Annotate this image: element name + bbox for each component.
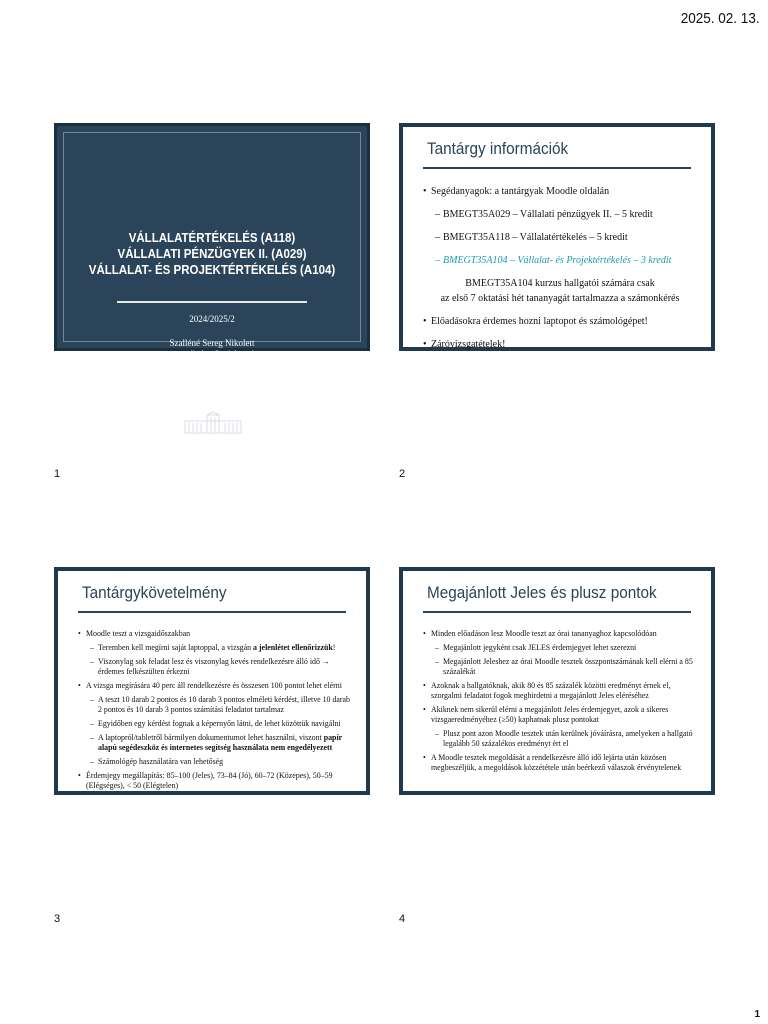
- slide-4-content: [423, 629, 697, 777]
- list-item: – Számológép használatára van lehetőség: [78, 757, 352, 767]
- item-text: A laptopról/tabletről bármilyen dokumentumot lehet használni, viszont: [98, 733, 324, 742]
- slide-1: [54, 123, 370, 359]
- slide-3-title: Tantárgykövetelmény: [82, 583, 227, 602]
- academic-year: 2024/2025/2: [189, 314, 235, 324]
- slide-1-number: 1: [54, 468, 61, 480]
- title-divider: [117, 301, 307, 303]
- slide-2-title-rule: [423, 167, 691, 169]
- author-name: Szalléné Sereg Nikolett: [169, 338, 255, 348]
- slide-4-title: Megajánlott Jeles és plusz pontok: [427, 583, 657, 602]
- slide-3-number: 3: [54, 913, 61, 925]
- list-item: • Azoknak a hallgatóknak, akik 80 és 85 százalék közötti eredményt érnek el, szorgalmi feladatot fogok meghirdetni a megajánlott Jeles eléréséhez: [423, 681, 697, 701]
- list-item: – Megajánlott Jeleshez az órai Moodle tesztek összpontszámának kell elérni a 85 százalékát: [423, 657, 697, 677]
- list-item: • Minden előadáson lesz Moodle teszt az órai tananyaghoz kapcsolódóan: [423, 629, 697, 639]
- list-item: – BMEGT35A118 – Vállalatértékelés – 5 kredit: [423, 231, 697, 244]
- note-line: BMEGT35A104 kurzus hallgatói számára csak: [465, 278, 655, 289]
- list-item: • Moodle teszt a vizsgaidőszakban: [78, 629, 352, 639]
- course-title-2: VÁLLALATI PÉNZÜGYEK II. (A029): [117, 247, 307, 261]
- slide-3: [54, 567, 370, 795]
- list-item: • Akiknek nem sikerül elérni a megajánlott Jeles érdemjegyet, azok a sikeres vizsgaeredményéhez (≥50) kaphatnak plusz pontokat: [423, 705, 697, 725]
- print-date: 2025. 02. 13.: [681, 10, 760, 27]
- item-text: Teremben kell megírni saját laptoppal, a vizsgán: [98, 643, 254, 652]
- item-text-bold: a jelenlétet ellenőrizzük: [253, 643, 333, 652]
- slide-2-title: Tantárgy információk: [427, 139, 569, 158]
- list-item: • Érdemjegy megállapítás: 85–100 (Jeles), 73–84 (Jó), 60–72 (Közepes), 50–59 (Elégséges), < 50 (Elégtelen): [78, 771, 352, 791]
- slide-2-content: [423, 185, 697, 361]
- slide-3-title-rule: [78, 611, 346, 613]
- page-number: 1: [754, 1009, 760, 1020]
- list-item: – Egyidőben egy kérdést fognak a képernyőn látni, de lehet közöttük navigálni: [78, 719, 352, 729]
- slide-3-content: [78, 629, 352, 795]
- list-item: – A teszt 10 darab 2 pontos és 10 darab 3 pontos elméleti kérdést, illetve 10 darab 2 pontos és 10 darab 3 pontos számítási feladatot tartalmaz: [78, 695, 352, 715]
- list-item: • Záróvizsgatételek!: [423, 338, 697, 351]
- item-text: !: [332, 643, 336, 652]
- slide-1-titles: [69, 230, 354, 278]
- list-item: – Plusz pont azon Moodle tesztek után kerülnek jóváírásra, amelyeken a hallgató legalább 50 százalékos eredményt ért el: [423, 729, 697, 749]
- list-item: [78, 643, 352, 653]
- author-block: [57, 338, 367, 360]
- course-title-3: VÁLLALAT- ÉS PROJEKTÉRTÉKELÉS (A104): [88, 263, 336, 277]
- slide-2: [399, 123, 715, 351]
- university-building-icon: [183, 412, 243, 434]
- author-email: sereg.nikolett@gtk.bme.hu: [163, 349, 261, 359]
- slide-4-title-rule: [423, 611, 691, 613]
- list-item: – Megajánlott jegyként csak JELES érdemjegyet lehet szerezni: [423, 643, 697, 653]
- list-item: • A Moodle tesztek megoldását a rendelkezésre álló idő lejárta után közösen megbeszéljük, a megoldások közzététele után beérkező válaszok érvénytelenek: [423, 753, 697, 773]
- list-item: • A vizsga megírására 40 perc áll rendelkezésre és összesen 100 pontot lehet elérni: [78, 681, 352, 691]
- slide-4-number: 4: [399, 913, 406, 925]
- slide-2-number: 2: [399, 468, 406, 480]
- list-item: • Előadásokra érdemes hozni laptopot és számológépet!: [423, 315, 697, 328]
- item-text-bold: papír alapú segédeszköz és internetes segítség használata nem engedélyezett: [98, 733, 342, 752]
- list-item: [78, 733, 352, 753]
- note-line: az első 7 oktatási hét tananyagát tartalmazza a számonkérés: [440, 293, 680, 304]
- slide-4: [399, 567, 715, 795]
- course-title-1: VÁLLALATÉRTÉKELÉS (A118): [128, 231, 296, 245]
- list-item: – BMEGT35A029 – Vállalati pénzügyek II. – 5 kredit: [423, 208, 697, 221]
- list-item: • Segédanyagok: a tantárgyak Moodle oldalán: [423, 185, 697, 198]
- list-item: – Viszonylag sok feladat lesz és viszonylag kevés rendelkezésre álló idő → érdemes felkészülten érkezni: [78, 657, 352, 677]
- list-item-highlight: – BMEGT35A104 – Vállalat- és Projektértékelés – 3 kredit: [423, 254, 697, 267]
